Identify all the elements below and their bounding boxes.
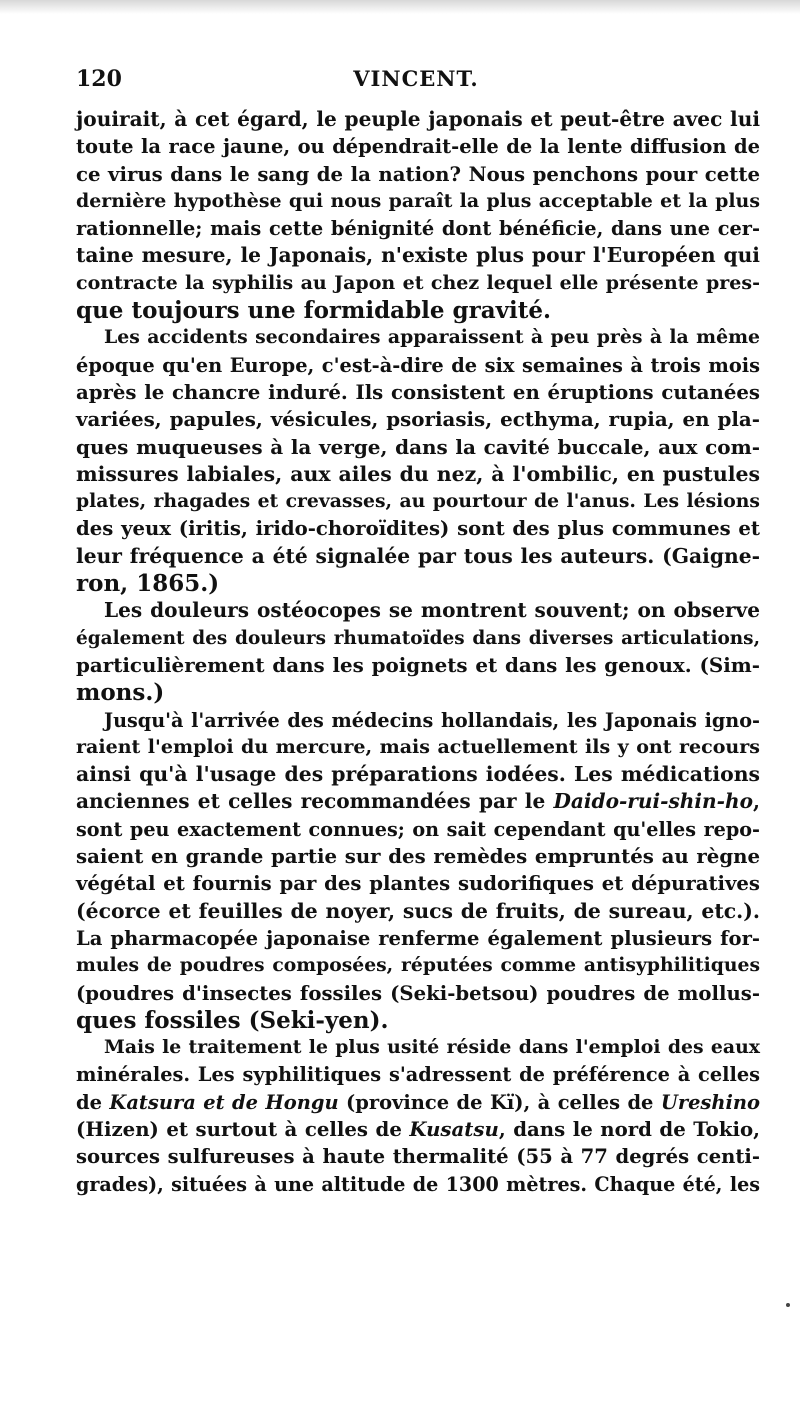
text-line: [76, 352, 760, 379]
text-line: [76, 188, 760, 215]
running-head: VINCENT.: [353, 66, 479, 91]
text-segment: toute la race jaune, ou dépendrait-elle de la lente diffusion de: [76, 135, 760, 159]
text-segment: contracte la syphilis au Japon et chez lequel elle présente pres-: [76, 271, 760, 294]
text-segment: grades), situées à une altitude de 1300 mètres. Chaque été, les: [76, 1172, 760, 1196]
text-segment: Les douleurs ostéocopes se montrent souvent; on observe: [104, 598, 760, 623]
text-segment: ron, 1865.): [76, 570, 220, 598]
text-line: [76, 1171, 760, 1198]
text-line: [76, 707, 760, 734]
text-segment: , dans le nord de Tokio,: [498, 1116, 761, 1141]
text-segment: missures labiales, aux ailes du nez, à l'ombilic, en pustules: [76, 461, 760, 486]
text-line: [76, 625, 760, 652]
page-header: [76, 66, 756, 94]
text-segment: Mais le traitement le plus usité réside dans l'emploi des eaux: [104, 1036, 760, 1059]
text-line: [76, 215, 760, 242]
text-line: [76, 952, 760, 979]
text-line: [76, 1116, 760, 1143]
text-segment: ainsi qu'à l'usage des préparations iodées. Les médications: [76, 762, 760, 787]
text-segment: également des douleurs rhumatoïdes dans diverses articulations,: [76, 627, 760, 649]
text-segment: végétal et fournis par des plantes sudorifiques et dépuratives: [76, 872, 760, 896]
text-segment: variées, papules, vésicules, psoriasis, ecthyma, rupia, en pla-: [76, 407, 760, 432]
text-line: [76, 461, 760, 488]
text-segment: après le chancre induré. Ils consistent en éruptions cutanées: [76, 380, 760, 404]
body-text: [76, 106, 760, 1198]
text-line: [76, 106, 760, 133]
text-line: [76, 870, 760, 897]
text-segment: mons.): [76, 679, 165, 707]
text-line: [76, 133, 760, 160]
text-segment: sont peu exactement connues; on sait cependant qu'elles repo-: [76, 817, 760, 841]
text-segment: plates, rhagades et crevasses, au pourtour de l'anus. Les lésions: [76, 490, 760, 513]
text-line: [76, 324, 760, 351]
text-line: [76, 1034, 760, 1061]
italic-text: Daido-rui-shin-ho: [553, 789, 753, 814]
text-line: [76, 1089, 760, 1116]
text-line: [76, 543, 760, 570]
text-segment: (Hizen) et surtout à celles de: [76, 1116, 410, 1141]
text-line: [76, 1007, 760, 1034]
text-line: [76, 515, 760, 542]
text-line: [76, 379, 760, 406]
text-line: [76, 161, 760, 188]
text-segment: ,: [753, 789, 760, 814]
text-line: [76, 652, 760, 679]
text-segment: minérales. Les syphilitiques s'adressent de préférence à celles: [76, 1063, 760, 1087]
text-line: [76, 597, 760, 624]
page-number: 120: [76, 66, 122, 92]
text-line: [76, 242, 760, 269]
text-line: [76, 679, 760, 706]
text-segment: Les accidents secondaires apparaissent à peu près à la même: [104, 326, 760, 349]
text-segment: taine mesure, le Japonais, n'existe plus pour l'Européen qui: [76, 243, 760, 268]
text-segment: La pharmacopée japonaise renferme également plusieurs for-: [76, 926, 760, 950]
text-line: [76, 434, 760, 461]
text-segment: particulièrement dans les poignets et dans les genoux. (Sim-: [76, 652, 760, 677]
text-line: [76, 734, 760, 761]
text-line: [76, 761, 760, 788]
text-segment: ques muqueuses à la verge, dans la cavité buccale, aux com-: [76, 434, 760, 459]
text-line: [76, 898, 760, 925]
text-segment: (province de Kï), à celles de: [338, 1090, 661, 1114]
text-line: [76, 406, 760, 433]
text-segment: leur fréquence a été signalée par tous les auteurs. (Gaigne-: [76, 543, 760, 568]
text-segment: ce virus dans le sang de la nation? Nous penchons pour cette: [76, 162, 760, 186]
text-line: [76, 843, 760, 870]
page-top-edge: [0, 0, 800, 14]
text-segment: ques fossiles (Seki-yen).: [76, 1006, 389, 1034]
text-line: [76, 788, 760, 815]
text-segment: Jusqu'à l'arrivée des médecins hollandais, les Japonais igno-: [104, 708, 760, 732]
text-segment: (poudres d'insectes fossiles (Seki-betsou) poudres de mollus-: [76, 981, 760, 1005]
italic-text: Katsura et de Hongu: [109, 1090, 339, 1114]
text-segment: saient en grande partie sur des remèdes empruntés au règne: [76, 844, 760, 869]
text-segment: de: [76, 1090, 110, 1114]
italic-text: Kusatsu: [409, 1116, 499, 1141]
text-segment: que toujours une formidable gravité.: [76, 297, 552, 325]
ink-speck: [786, 1303, 790, 1307]
text-line: [76, 270, 760, 297]
text-line: [76, 980, 760, 1007]
text-segment: anciennes et celles recommandées par le: [76, 789, 554, 814]
text-line: [76, 816, 760, 843]
text-line: [76, 1061, 760, 1088]
text-segment: dernière hypothèse qui nous paraît la plus acceptable et la plus: [76, 189, 760, 212]
text-line: [76, 925, 760, 952]
text-line: [76, 297, 760, 324]
text-segment: mules de poudres composées, réputées comme antisyphilitiques: [76, 954, 760, 977]
text-segment: rationnelle; mais cette bénignité dont bénéficie, dans une cer-: [76, 217, 760, 241]
text-segment: des yeux (iritis, irido-choroïdites) sont des plus communes et: [76, 517, 760, 541]
text-segment: sources sulfureuses à haute thermalité (55 à 77 degrés centi-: [76, 1145, 760, 1169]
text-segment: époque qu'en Europe, c'est-à-dire de six semaines à trois mois: [76, 353, 760, 377]
text-segment: jouirait, à cet égard, le peuple japonais et peut-être avec lui: [76, 107, 760, 131]
text-line: [76, 488, 760, 515]
text-segment: raient l'emploi du mercure, mais actuellement ils y ont recours: [76, 735, 760, 758]
italic-text: Ureshino: [660, 1090, 760, 1114]
text-line: [76, 1143, 760, 1170]
text-segment: (écorce et feuilles de noyer, sucs de fruits, de sureau, etc.).: [76, 898, 760, 923]
text-line: [76, 570, 760, 597]
